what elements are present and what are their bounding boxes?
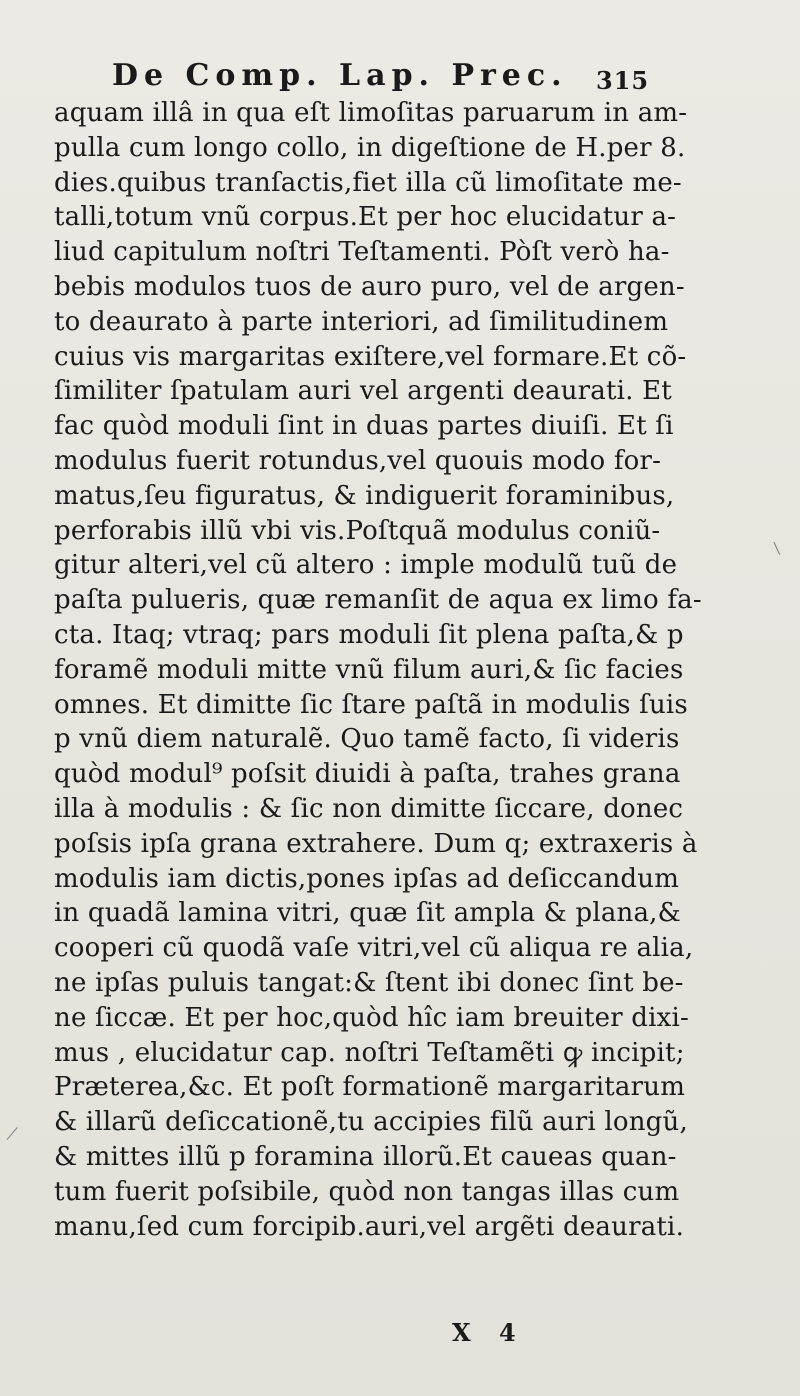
text-line: in quadã lamina vitri, quæ ſit ampla & plana,& [54,898,681,929]
text-line: perforabis illũ vbi vis.Poſtquã modulus coniũ- [54,515,661,546]
text-line: talli,totum vnũ corpus.Et per hoc elucidatur a- [54,202,677,233]
running-header: De Comp. Lap. Prec. [112,58,568,93]
text-line: p vnũ diem naturalẽ. Quo tamẽ facto, ſi videris [54,724,680,755]
text-line: modulis iam dictis,pones ipſas ad deſiccandum [54,863,680,894]
text-line: Præterea,&c. Et poſt formationẽ margaritarum [54,1072,686,1103]
text-line: omnes. Et dimitte ſic ſtare paſtã in modulis ſuis [54,689,688,720]
text-line: cta. Itaq; vtraq; pars moduli ſit plena paſta,& p [54,619,684,650]
text-line: poſsis ipſa grana extrahere. Dum q; extraxeris à [54,828,698,859]
page-number: 315 [596,66,650,95]
text-line: dies.quibus tranſactis,fiet illa cũ limoſitate me- [54,167,682,198]
text-line: cuius vis margaritas exiſtere,vel formare.Et cõ- [54,341,687,372]
text-line: & mittes illũ p foramina illorũ.Et caueas quan- [54,1141,677,1172]
text-line: bebis modulos tuos de auro puro, vel de argen- [54,271,685,302]
text-line: to deaurato à parte interiori, ad ſimilitudinem [54,306,669,337]
text-line: ne ipſas puluis tangat:& ſtent ibi donec ſint be- [54,967,684,998]
signature-mark: X 4 [452,1318,526,1347]
text-line: paſta pulueris, quæ remanſit de aqua ex limo fa- [54,585,702,616]
text-line: ne ſiccæ. Et per hoc,quòd hîc iam breuiter dixi- [54,1002,690,1033]
margin-stroke [7,1127,29,1149]
margin-stroke [773,539,785,555]
text-line: aquam illâ in qua eſt limoſitas paruarum in am- [54,98,688,128]
text-line: & illarũ deſiccationẽ,tu accipies filũ auri longũ, [54,1107,688,1138]
text-line: fac quòd moduli ſint in duas partes diuiſi. Et ſi [54,411,674,442]
text-line: illa à modulis : & ſic non dimitte ſiccare, donec [54,793,684,824]
text-line: quòd modul⁹ poſsit diuidi à paſta, trahes grana [54,759,681,790]
body-text [54,96,754,1244]
text-line: liud capitulum noſtri Teſtamenti. Pòſt verò ha- [54,237,670,268]
text-line: tum fuerit poſsibile, quòd non tangas illas cum [54,1176,680,1207]
text-line: mus , elucidatur cap. noſtri Teſtamẽti ꝙ incipit; [54,1037,685,1068]
text-line: modulus fuerit rotundus,vel quouis modo for- [54,445,662,476]
text-line: ſimiliter ſpatulam auri vel argenti deaurati. Et [54,376,672,407]
text-line: pulla cum longo collo, in digeſtione de H.per 8. [54,132,686,163]
text-line: foramẽ moduli mitte vnũ filum auri,& ſic facies [54,654,684,685]
text-line: manu,ſed cum forcipib.auri,vel argẽti deaurati. [54,1211,685,1242]
text-line: matus,ſeu figuratus, & indiguerit foraminibus, [54,480,675,511]
text-line: gitur alteri,vel cũ altero : imple modulũ tuũ de [54,550,678,581]
text-line: cooperi cũ quodã vaſe vitri,vel cũ aliqua re alia, [54,933,694,964]
